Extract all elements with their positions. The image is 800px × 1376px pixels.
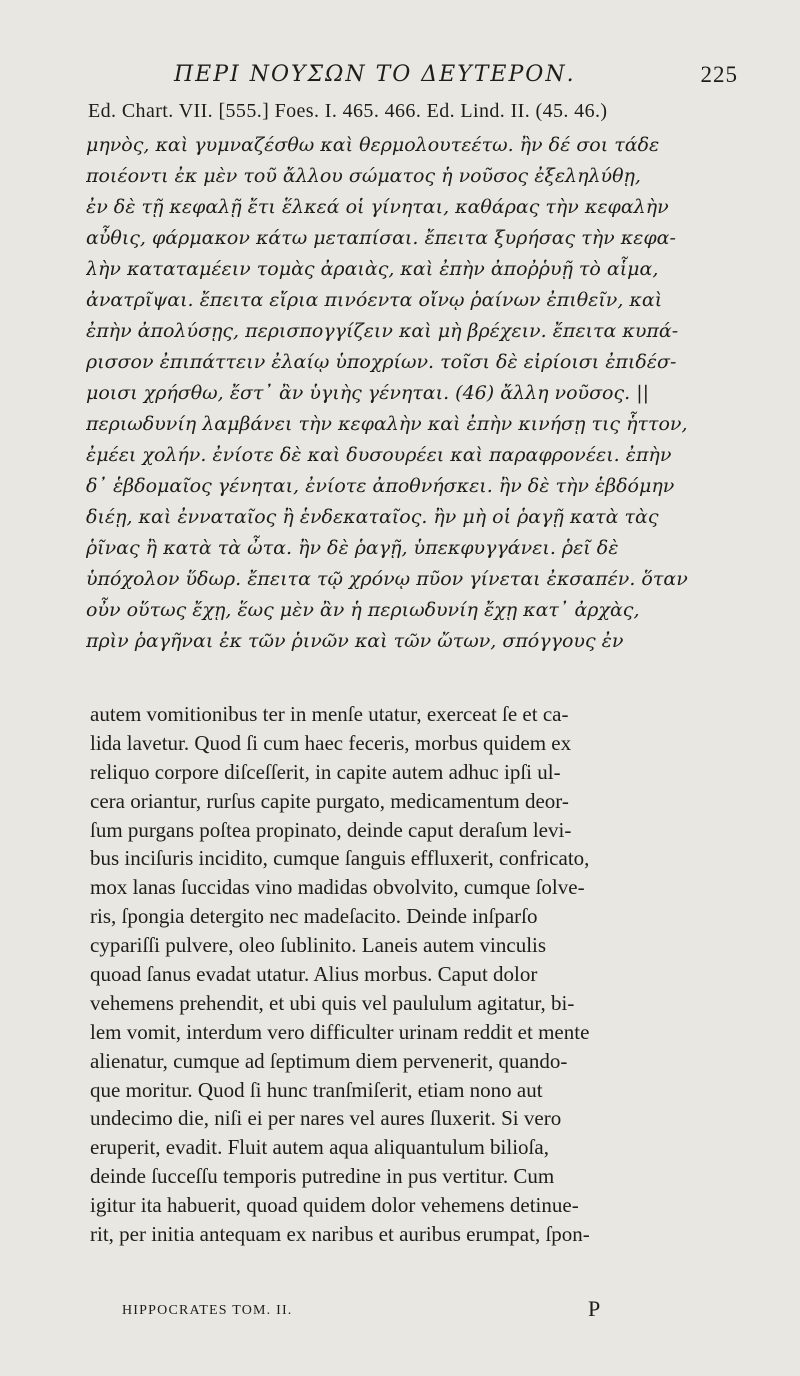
footer-signature-letter: P bbox=[588, 1296, 601, 1321]
latin-text-line: quoad ſanus evadat utatur. Alius morbus. Caput dolor bbox=[90, 962, 538, 987]
greek-text-line: ἐν δὲ τῇ κεφαλῇ ἔτι ἕλκεά οἱ γίνηται, καθάρας τὴν κεφαλὴν bbox=[86, 196, 669, 218]
latin-text-line: lem vomit, interdum vero difficulter urinam reddit et mente bbox=[90, 1019, 590, 1044]
greek-text-line: ἐμέει χολήν. ἐνίοτε δὲ καὶ δυσουρέει καὶ παραφρονέει. ἐπὴν bbox=[86, 444, 672, 466]
page-title: ΠΕΡΙ ΝΟΥΣΩΝ ΤΟ ΔΕΥΤΕΡΟΝ. bbox=[174, 62, 576, 87]
latin-text-line: eruperit, evadit. Fluit autem aqua aliquantulum bilioſa, bbox=[90, 1135, 549, 1160]
greek-text-line: οὖν οὕτως ἔχῃ, ἕως μὲν ἂν ἡ περιωδυνίη ἔχῃ κατ᾽ ἀρχὰς, bbox=[86, 599, 640, 621]
latin-text-line: deinde ſucceſſu temporis putredine in pus vertitur. Cum bbox=[90, 1164, 555, 1189]
greek-text-line: ποιέοντι ἐκ μὲν τοῦ ἄλλου σώματος ἡ νοῦσος ἐξεληλύθῃ, bbox=[86, 165, 641, 187]
latin-text-line: rit, per initia antequam ex naribus et auribus erumpat, ſpon- bbox=[90, 1222, 590, 1247]
latin-text-line: bus inciſuris incidito, cumque ſanguis effluxerit, confricato, bbox=[90, 846, 590, 871]
greek-text-line: περιωδυνίη λαμβάνει τὴν κεφαλὴν καὶ ἐπὴν κινήσῃ τις ἧττον, bbox=[86, 413, 688, 435]
latin-text-block bbox=[90, 700, 740, 1249]
latin-text-line: cera oriantur, rurſus capite purgato, medicamentum deor- bbox=[90, 788, 569, 813]
latin-text-line: ris, ſpongia detergito nec madeſacito. Deinde inſparſo bbox=[90, 904, 538, 929]
greek-text-line: δ᾽ ἑβδομαῖος γένηται, ἐνίοτε ἀποθνήσκει. ἢν δὲ τὴν ἑβδόμην bbox=[86, 475, 675, 497]
footer-signature: HIPPOCRATES TOM. II. bbox=[122, 1303, 293, 1318]
greek-text-line: λὴν καταταμέειν τομὰς ἀραιὰς, καὶ ἐπὴν ἀποῤῥυῇ τὸ αἷμα, bbox=[86, 258, 659, 280]
latin-text-line: que moritur. Quod ſi hunc tranſmiſerit, etiam nono aut bbox=[90, 1077, 543, 1102]
greek-text-line: ὑπόχολον ὕδωρ. ἔπειτα τῷ χρόνῳ πῦον γίνεται ἐκσαπέν. ὅταν bbox=[86, 568, 688, 590]
greek-text-line: ἐπὴν ἀπολύσῃς, περισπογγίζειν καὶ μὴ βρέχειν. ἔπειτα κυπά- bbox=[86, 320, 679, 342]
latin-text-line: reliquo corpore diſceſſerit, in capite autem adhuc ipſi ul- bbox=[90, 759, 561, 784]
greek-text-line: πρὶν ῥαγῆναι ἐκ τῶν ῥινῶν καὶ τῶν ὤτων, σπόγγους ἐν bbox=[86, 630, 624, 652]
page-number: 225 bbox=[700, 62, 738, 87]
latin-text-line: cypariſſi pulvere, oleo ſublinito. Laneis autem vinculis bbox=[90, 933, 547, 958]
greek-text-line: ἀνατρῖψαι. ἔπειτα εἴρια πινόεντα οἴνῳ ῥαίνων ἐπιθεῖν, καὶ bbox=[86, 289, 663, 311]
running-head bbox=[110, 60, 770, 96]
greek-text-line: αὖθις, φάρμακον κάτω μεταπίσαι. ἔπειτα ξυρήσας τὴν κεφα- bbox=[86, 227, 676, 249]
greek-text-line: μοισι χρήσθω, ἔστ᾽ ἂν ὑγιὴς γένηται. (46) ἄλλη νοῦσος. || bbox=[86, 382, 650, 404]
latin-text-line: alienatur, cumque ad ſeptimum diem pervenerit, quando- bbox=[90, 1048, 568, 1073]
edition-reference: Ed. Chart. VII. [555.] Foes. I. 465. 466. Ed. Lind. II. (45. 46.) bbox=[88, 100, 608, 122]
latin-text-line: igitur ita habuerit, quoad quidem dolor vehemens detinue- bbox=[90, 1193, 579, 1218]
greek-text-line: μηνὸς, καὶ γυμναζέσθω καὶ θερμολουτεέτω. ἢν δέ σοι τάδε bbox=[86, 134, 660, 156]
latin-text-line: autem vomitionibus ter in menſe utatur, exerceat ſe et ca- bbox=[90, 702, 569, 726]
latin-text-line: vehemens prehendit, et ubi quis vel paululum agitatur, bi- bbox=[90, 990, 575, 1015]
greek-text-line: ρισσον ἐπιπάττειν ἐλαίῳ ὑποχρίων. τοῖσι δὲ εἰρίοισι ἐπιδέσ- bbox=[86, 351, 677, 373]
greek-text-block bbox=[86, 130, 746, 657]
latin-text-line: undecimo die, niſi ei per nares vel aures ſluxerit. Si vero bbox=[90, 1106, 562, 1131]
latin-text-line: mox lanas ſuccidas vino madidas obvolvito, cumque ſolve- bbox=[90, 875, 585, 900]
greek-text-line: διέῃ, καὶ ἐνναταῖος ἢ ἑνδεκαταῖος. ἢν μὴ οἱ ῥαγῇ κατὰ τὰς bbox=[86, 506, 659, 528]
latin-text-line: lida lavetur. Quod ſi cum haec feceris, morbus quidem ex bbox=[90, 730, 572, 755]
latin-text-line: ſum purgans poſtea propinato, deinde caput deraſum levi- bbox=[90, 817, 572, 842]
greek-text-line: ῥῖνας ἢ κατὰ τὰ ὦτα. ἢν δὲ ῥαγῇ, ὑπεκφυγγάνει. ῥεῖ δὲ bbox=[86, 537, 619, 559]
